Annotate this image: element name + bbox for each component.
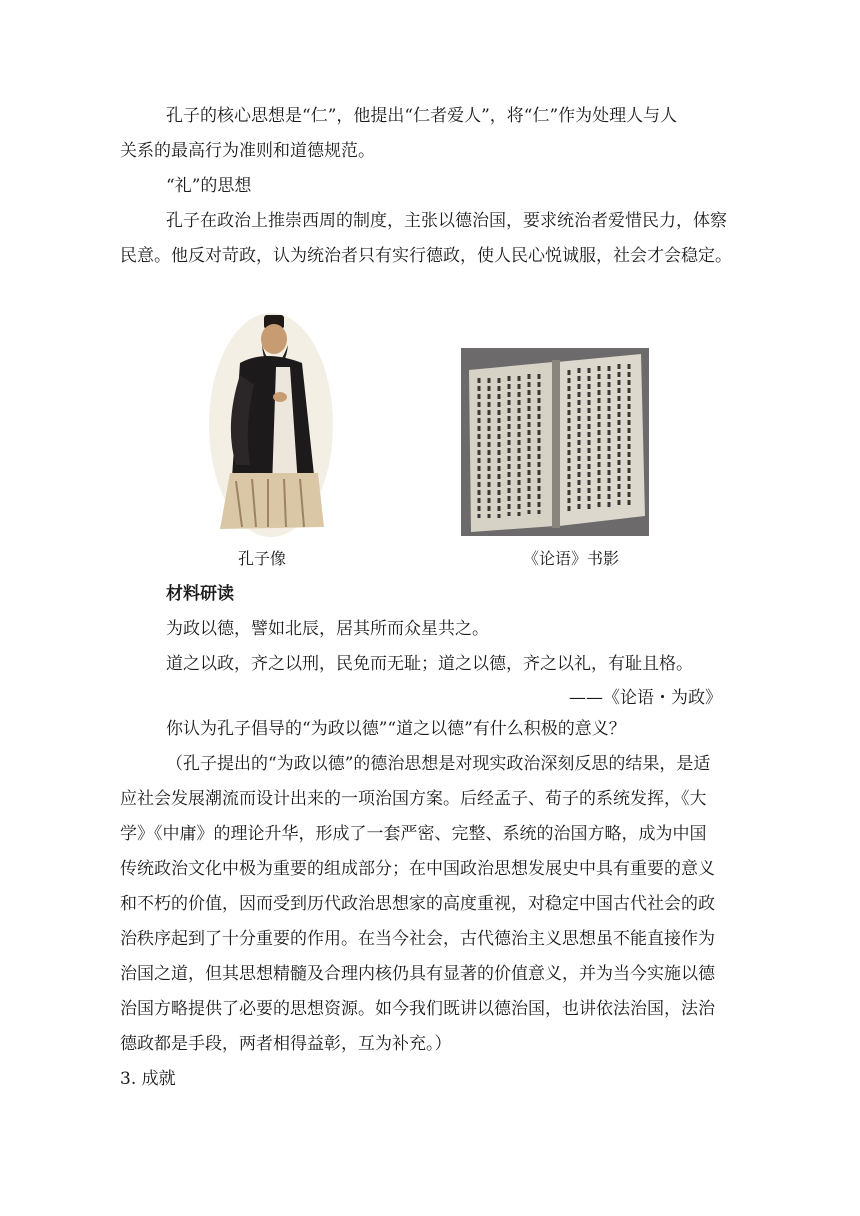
answer-line: 应社会发展潮流而设计出来的一项治国方案。后经孟子、荀子的系统发挥，《大	[120, 789, 707, 809]
quote-2: 道之以政，齐之以刑，民免而无耻；道之以德，齐之以礼，有耻且格。	[166, 654, 693, 674]
question: 你认为孔子倡导的“为政以德”“道之以德”有什么积极的意义？	[166, 719, 626, 739]
answer-line: 治国方略提供了必要的思想资源。如今我们既讲以德治国，也讲依法治国，法治	[120, 999, 715, 1019]
confucius-figure-icon	[206, 305, 336, 537]
quote-1: 为政以德，譬如北辰，居其所而众星共之。	[166, 619, 489, 639]
quote-source: ——《论语・为政》	[569, 688, 722, 708]
ren-paragraph-line-2: 关系的最高行为准则和道德规范。	[120, 141, 375, 161]
answer-line: 德政都是手段，两者相得益彰，互为补充。）	[120, 1034, 452, 1054]
reading-heading: 材料研读	[166, 584, 234, 604]
answer-line: 治国之道，但其思想精髓及合理内核仍具有显著的价值意义，并为当今实施以德	[120, 964, 715, 984]
answer-line: 治秩序起到了十分重要的作用。在当今社会，古代德治主义思想虽不能直接作为	[120, 929, 715, 949]
answer-line: 和不朽的价值，因而受到历代政治思想家的高度重视，对稳定中国古代社会的政	[120, 894, 715, 914]
answer-line: 学》《中庸》的理论升华，形成了一套严密、完整、系统的治国方略，成为中国	[120, 824, 707, 844]
open-book-icon	[461, 348, 649, 536]
book-caption: 《论语》书影	[523, 549, 620, 568]
ren-paragraph-line-1: 孔子的核心思想是“仁”，他提出“仁者爱人”，将“仁”作为处理人与人	[166, 106, 678, 126]
answer-line: 传统政治文化中极为重要的组成部分；在中国政治思想发展史中具有重要的意义	[120, 859, 715, 879]
portrait-caption: 孔子像	[238, 549, 287, 568]
li-heading: “礼”的思想	[166, 176, 252, 196]
section-heading-achievements: 3. 成就	[120, 1069, 176, 1089]
confucius-portrait	[206, 305, 336, 537]
li-paragraph-line-2: 民意。他反对苛政，认为统治者只有实行德政，使人民心悦诚服，社会才会稳定。	[120, 246, 732, 266]
answer-line: （孔子提出的“为政以德”的德治思想是对现实政治深刻反思的结果，是适	[166, 754, 711, 774]
lunyu-book-photo	[461, 348, 649, 536]
li-paragraph-line-1: 孔子在政治上推崇西周的制度，主张以德治国，要求统治者爱惜民力，体察	[166, 211, 727, 231]
